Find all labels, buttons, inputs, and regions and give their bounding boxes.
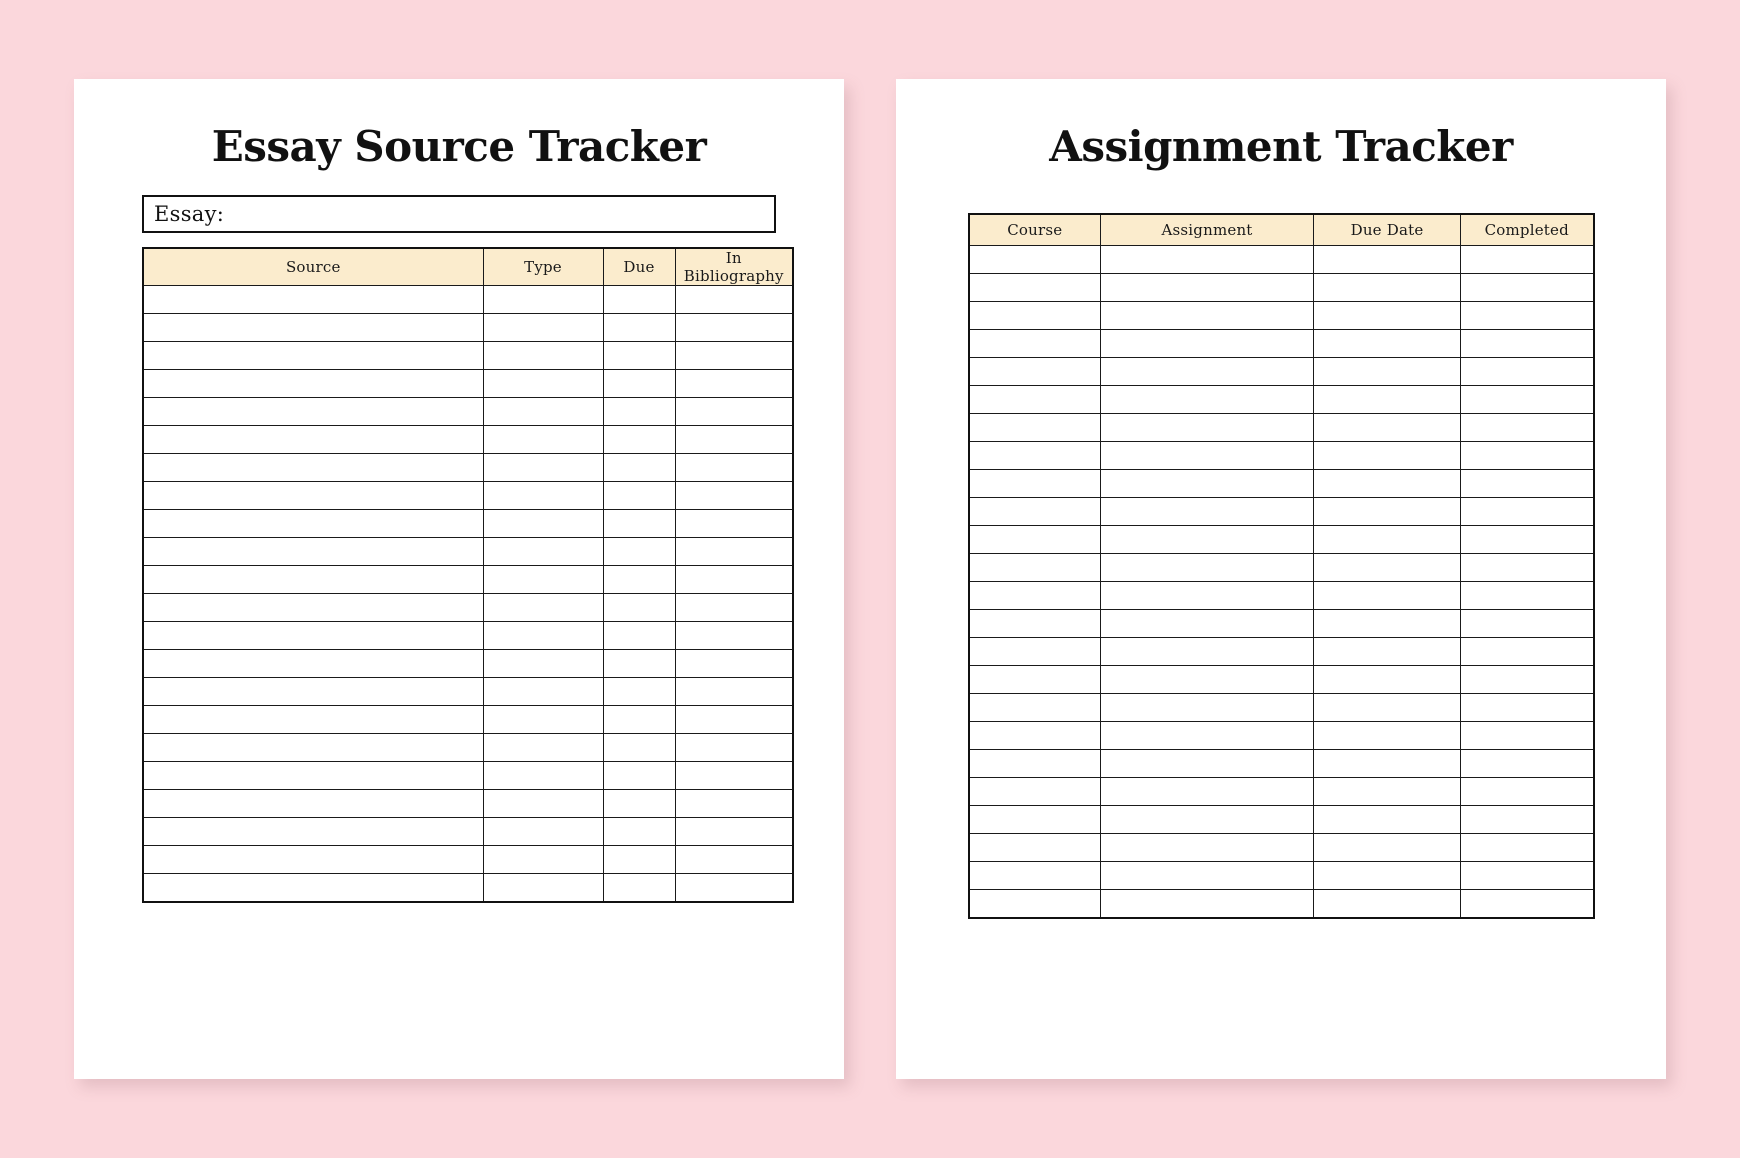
cell-course[interactable]	[969, 666, 1101, 694]
cell-completed[interactable]	[1461, 274, 1594, 302]
cell-due[interactable]	[603, 846, 675, 874]
cell-due-date[interactable]	[1314, 442, 1461, 470]
essay-input-field[interactable]	[142, 195, 776, 233]
cell-completed[interactable]	[1461, 386, 1594, 414]
cell-type[interactable]	[483, 538, 603, 566]
assignment-table-header	[969, 214, 1594, 246]
cell-type[interactable]	[483, 314, 603, 342]
cell-assignment[interactable]	[1101, 386, 1314, 414]
cell-due-date[interactable]	[1314, 386, 1461, 414]
column-header-completed: Completed	[1461, 214, 1594, 246]
cell-source[interactable]	[143, 286, 483, 314]
cell-assignment[interactable]	[1101, 526, 1314, 554]
cell-due[interactable]	[603, 398, 675, 426]
cell-completed[interactable]	[1461, 694, 1594, 722]
table-row	[969, 862, 1594, 890]
cell-assignment[interactable]	[1101, 582, 1314, 610]
cell-completed[interactable]	[1461, 722, 1594, 750]
cell-course[interactable]	[969, 498, 1101, 526]
table-row	[969, 470, 1594, 498]
table-row	[143, 398, 793, 426]
cell-course[interactable]	[969, 470, 1101, 498]
cell-course[interactable]	[969, 302, 1101, 330]
table-row	[969, 778, 1594, 806]
cell-course[interactable]	[969, 834, 1101, 862]
cell-completed[interactable]	[1461, 554, 1594, 582]
page-title: Assignment Tracker	[1049, 122, 1513, 171]
cell-source[interactable]	[143, 818, 483, 846]
table-header-row	[969, 214, 1594, 246]
cell-completed[interactable]	[1461, 750, 1594, 778]
cell-completed[interactable]	[1461, 890, 1594, 919]
table-row	[143, 706, 793, 734]
table-row	[143, 482, 793, 510]
cell-in-bibliography[interactable]	[675, 482, 793, 510]
cell-completed[interactable]	[1461, 470, 1594, 498]
cell-due[interactable]	[603, 678, 675, 706]
table-row	[969, 694, 1594, 722]
cell-source[interactable]	[143, 314, 483, 342]
cell-assignment[interactable]	[1101, 414, 1314, 442]
cell-due[interactable]	[603, 538, 675, 566]
cell-completed[interactable]	[1461, 246, 1594, 274]
table-row	[143, 566, 793, 594]
cell-completed[interactable]	[1461, 806, 1594, 834]
table-row	[969, 834, 1594, 862]
cell-due-date[interactable]	[1314, 526, 1461, 554]
cell-due-date[interactable]	[1314, 414, 1461, 442]
cell-in-bibliography[interactable]	[675, 846, 793, 874]
cell-course[interactable]	[969, 890, 1101, 919]
column-header-type: Type	[483, 248, 603, 286]
cell-source[interactable]	[143, 734, 483, 762]
cell-due[interactable]	[603, 734, 675, 762]
table-row	[969, 722, 1594, 750]
cell-assignment[interactable]	[1101, 442, 1314, 470]
cell-due-date[interactable]	[1314, 498, 1461, 526]
cell-due-date[interactable]	[1314, 274, 1461, 302]
cell-source[interactable]	[143, 594, 483, 622]
table-row	[969, 638, 1594, 666]
cell-course[interactable]	[969, 582, 1101, 610]
cell-completed[interactable]	[1461, 862, 1594, 890]
cell-course[interactable]	[969, 246, 1101, 274]
cell-due-date[interactable]	[1314, 778, 1461, 806]
cell-in-bibliography[interactable]	[675, 594, 793, 622]
cell-due-date[interactable]	[1314, 470, 1461, 498]
table-row	[143, 426, 793, 454]
cell-type[interactable]	[483, 594, 603, 622]
cell-type[interactable]	[483, 874, 603, 903]
column-header-source: Source	[143, 248, 483, 286]
cell-due[interactable]	[603, 426, 675, 454]
cell-in-bibliography[interactable]	[675, 678, 793, 706]
cell-in-bibliography[interactable]	[675, 818, 793, 846]
cell-due[interactable]	[603, 706, 675, 734]
cell-in-bibliography[interactable]	[675, 650, 793, 678]
cell-assignment[interactable]	[1101, 750, 1314, 778]
cell-completed[interactable]	[1461, 442, 1594, 470]
cell-source[interactable]	[143, 510, 483, 538]
table-row	[969, 610, 1594, 638]
cell-source[interactable]	[143, 482, 483, 510]
table-row	[969, 414, 1594, 442]
assignment-table-body	[969, 246, 1594, 919]
cell-due-date[interactable]	[1314, 806, 1461, 834]
cell-completed[interactable]	[1461, 330, 1594, 358]
cell-completed[interactable]	[1461, 666, 1594, 694]
cell-source[interactable]	[143, 762, 483, 790]
cell-due-date[interactable]	[1314, 610, 1461, 638]
table-row	[143, 370, 793, 398]
cell-course[interactable]	[969, 554, 1101, 582]
cell-due[interactable]	[603, 622, 675, 650]
cell-type[interactable]	[483, 482, 603, 510]
cell-course[interactable]	[969, 330, 1101, 358]
cell-completed[interactable]	[1461, 414, 1594, 442]
cell-in-bibliography[interactable]	[675, 538, 793, 566]
cell-type[interactable]	[483, 678, 603, 706]
table-row	[969, 386, 1594, 414]
cell-due[interactable]	[603, 650, 675, 678]
cell-in-bibliography[interactable]	[675, 286, 793, 314]
table-row	[969, 330, 1594, 358]
cell-due[interactable]	[603, 482, 675, 510]
cell-course[interactable]	[969, 722, 1101, 750]
table-row	[143, 454, 793, 482]
cell-assignment[interactable]	[1101, 862, 1314, 890]
cell-assignment[interactable]	[1101, 246, 1314, 274]
cell-due-date[interactable]	[1314, 666, 1461, 694]
cell-source[interactable]	[143, 874, 483, 903]
cell-type[interactable]	[483, 454, 603, 482]
table-row	[969, 582, 1594, 610]
cell-assignment[interactable]	[1101, 806, 1314, 834]
cell-completed[interactable]	[1461, 498, 1594, 526]
assignment-tracker-table	[968, 213, 1595, 919]
cell-source[interactable]	[143, 790, 483, 818]
cell-due-date[interactable]	[1314, 722, 1461, 750]
cell-due-date[interactable]	[1314, 302, 1461, 330]
cell-due[interactable]	[603, 762, 675, 790]
cell-assignment[interactable]	[1101, 890, 1314, 919]
cell-source[interactable]	[143, 566, 483, 594]
cell-assignment[interactable]	[1101, 694, 1314, 722]
table-row	[143, 622, 793, 650]
cell-course[interactable]	[969, 862, 1101, 890]
cell-completed[interactable]	[1461, 610, 1594, 638]
table-row	[143, 874, 793, 903]
essay-field-label: Essay:	[154, 202, 225, 227]
table-row	[143, 818, 793, 846]
page-essay-source-tracker	[74, 79, 844, 1079]
cell-due[interactable]	[603, 566, 675, 594]
table-row	[969, 806, 1594, 834]
cell-course[interactable]	[969, 386, 1101, 414]
cell-due-date[interactable]	[1314, 358, 1461, 386]
cell-course[interactable]	[969, 442, 1101, 470]
cell-in-bibliography[interactable]	[675, 734, 793, 762]
cell-assignment[interactable]	[1101, 778, 1314, 806]
cell-type[interactable]	[483, 286, 603, 314]
cell-due-date[interactable]	[1314, 834, 1461, 862]
cell-in-bibliography[interactable]	[675, 510, 793, 538]
table-header-row	[143, 248, 793, 286]
table-row	[143, 314, 793, 342]
cell-source[interactable]	[143, 454, 483, 482]
table-row	[143, 762, 793, 790]
cell-assignment[interactable]	[1101, 666, 1314, 694]
cell-assignment[interactable]	[1101, 722, 1314, 750]
cell-course[interactable]	[969, 750, 1101, 778]
cell-type[interactable]	[483, 846, 603, 874]
cell-type[interactable]	[483, 790, 603, 818]
column-header-in-bibliography: In Bibliography	[675, 248, 793, 286]
cell-course[interactable]	[969, 358, 1101, 386]
cell-assignment[interactable]	[1101, 554, 1314, 582]
cell-completed[interactable]	[1461, 834, 1594, 862]
column-header-course: Course	[969, 214, 1101, 246]
table-row	[969, 358, 1594, 386]
cell-due[interactable]	[603, 594, 675, 622]
cell-course[interactable]	[969, 610, 1101, 638]
cell-type[interactable]	[483, 566, 603, 594]
table-row	[143, 734, 793, 762]
cell-due-date[interactable]	[1314, 694, 1461, 722]
table-row	[969, 498, 1594, 526]
cell-in-bibliography[interactable]	[675, 566, 793, 594]
cell-due[interactable]	[603, 818, 675, 846]
cell-type[interactable]	[483, 706, 603, 734]
cell-source[interactable]	[143, 846, 483, 874]
cell-due[interactable]	[603, 342, 675, 370]
cell-course[interactable]	[969, 694, 1101, 722]
cell-completed[interactable]	[1461, 638, 1594, 666]
cell-in-bibliography[interactable]	[675, 762, 793, 790]
cell-assignment[interactable]	[1101, 470, 1314, 498]
source-table-body	[143, 286, 793, 903]
table-row	[143, 594, 793, 622]
cell-in-bibliography[interactable]	[675, 426, 793, 454]
cell-type[interactable]	[483, 342, 603, 370]
source-table-header	[143, 248, 793, 286]
cell-type[interactable]	[483, 398, 603, 426]
cell-type[interactable]	[483, 818, 603, 846]
cell-due-date[interactable]	[1314, 638, 1461, 666]
table-row	[969, 554, 1594, 582]
cell-type[interactable]	[483, 734, 603, 762]
cell-assignment[interactable]	[1101, 834, 1314, 862]
cell-in-bibliography[interactable]	[675, 622, 793, 650]
cell-assignment[interactable]	[1101, 302, 1314, 330]
page-assignment-tracker	[896, 79, 1666, 1079]
table-row	[143, 510, 793, 538]
cell-in-bibliography[interactable]	[675, 370, 793, 398]
cell-source[interactable]	[143, 678, 483, 706]
cell-due-date[interactable]	[1314, 862, 1461, 890]
cell-source[interactable]	[143, 370, 483, 398]
cell-in-bibliography[interactable]	[675, 342, 793, 370]
page-title: Essay Source Tracker	[211, 122, 707, 171]
table-row	[969, 302, 1594, 330]
cell-in-bibliography[interactable]	[675, 398, 793, 426]
cell-due[interactable]	[603, 454, 675, 482]
cell-due[interactable]	[603, 790, 675, 818]
cell-type[interactable]	[483, 762, 603, 790]
cell-type[interactable]	[483, 622, 603, 650]
cell-source[interactable]	[143, 426, 483, 454]
cell-due[interactable]	[603, 874, 675, 903]
cell-assignment[interactable]	[1101, 274, 1314, 302]
table-row	[143, 286, 793, 314]
cell-source[interactable]	[143, 650, 483, 678]
table-row	[969, 442, 1594, 470]
cell-due-date[interactable]	[1314, 582, 1461, 610]
table-row	[143, 342, 793, 370]
cell-completed[interactable]	[1461, 302, 1594, 330]
table-row	[969, 666, 1594, 694]
cell-course[interactable]	[969, 526, 1101, 554]
column-header-assignment: Assignment	[1101, 214, 1314, 246]
cell-type[interactable]	[483, 370, 603, 398]
cell-due-date[interactable]	[1314, 750, 1461, 778]
cell-type[interactable]	[483, 426, 603, 454]
cell-course[interactable]	[969, 414, 1101, 442]
table-row	[143, 650, 793, 678]
table-row	[143, 538, 793, 566]
cell-in-bibliography[interactable]	[675, 706, 793, 734]
cell-source[interactable]	[143, 398, 483, 426]
cell-type[interactable]	[483, 510, 603, 538]
cell-course[interactable]	[969, 806, 1101, 834]
table-row	[969, 890, 1594, 919]
cell-due[interactable]	[603, 314, 675, 342]
cell-due[interactable]	[603, 510, 675, 538]
cell-completed[interactable]	[1461, 778, 1594, 806]
cell-completed[interactable]	[1461, 582, 1594, 610]
cell-assignment[interactable]	[1101, 330, 1314, 358]
cell-due[interactable]	[603, 370, 675, 398]
table-row	[143, 846, 793, 874]
cell-due-date[interactable]	[1314, 554, 1461, 582]
cell-completed[interactable]	[1461, 526, 1594, 554]
cell-assignment[interactable]	[1101, 498, 1314, 526]
table-row	[143, 678, 793, 706]
cell-in-bibliography[interactable]	[675, 874, 793, 903]
table-row	[969, 750, 1594, 778]
cell-in-bibliography[interactable]	[675, 454, 793, 482]
table-row	[969, 274, 1594, 302]
table-row	[969, 526, 1594, 554]
cell-type[interactable]	[483, 650, 603, 678]
table-row	[143, 790, 793, 818]
cell-source[interactable]	[143, 342, 483, 370]
cell-due-date[interactable]	[1314, 246, 1461, 274]
cell-due[interactable]	[603, 286, 675, 314]
cell-due-date[interactable]	[1314, 330, 1461, 358]
column-header-due-date: Due Date	[1314, 214, 1461, 246]
cell-due-date[interactable]	[1314, 890, 1461, 919]
cell-course[interactable]	[969, 778, 1101, 806]
cell-assignment[interactable]	[1101, 638, 1314, 666]
cell-source[interactable]	[143, 706, 483, 734]
cell-assignment[interactable]	[1101, 358, 1314, 386]
cell-completed[interactable]	[1461, 358, 1594, 386]
source-tracker-table	[142, 247, 794, 903]
cell-assignment[interactable]	[1101, 610, 1314, 638]
cell-source[interactable]	[143, 538, 483, 566]
cell-course[interactable]	[969, 638, 1101, 666]
cell-source[interactable]	[143, 622, 483, 650]
cell-course[interactable]	[969, 274, 1101, 302]
table-row	[969, 246, 1594, 274]
cell-in-bibliography[interactable]	[675, 314, 793, 342]
cell-in-bibliography[interactable]	[675, 790, 793, 818]
column-header-due: Due	[603, 248, 675, 286]
